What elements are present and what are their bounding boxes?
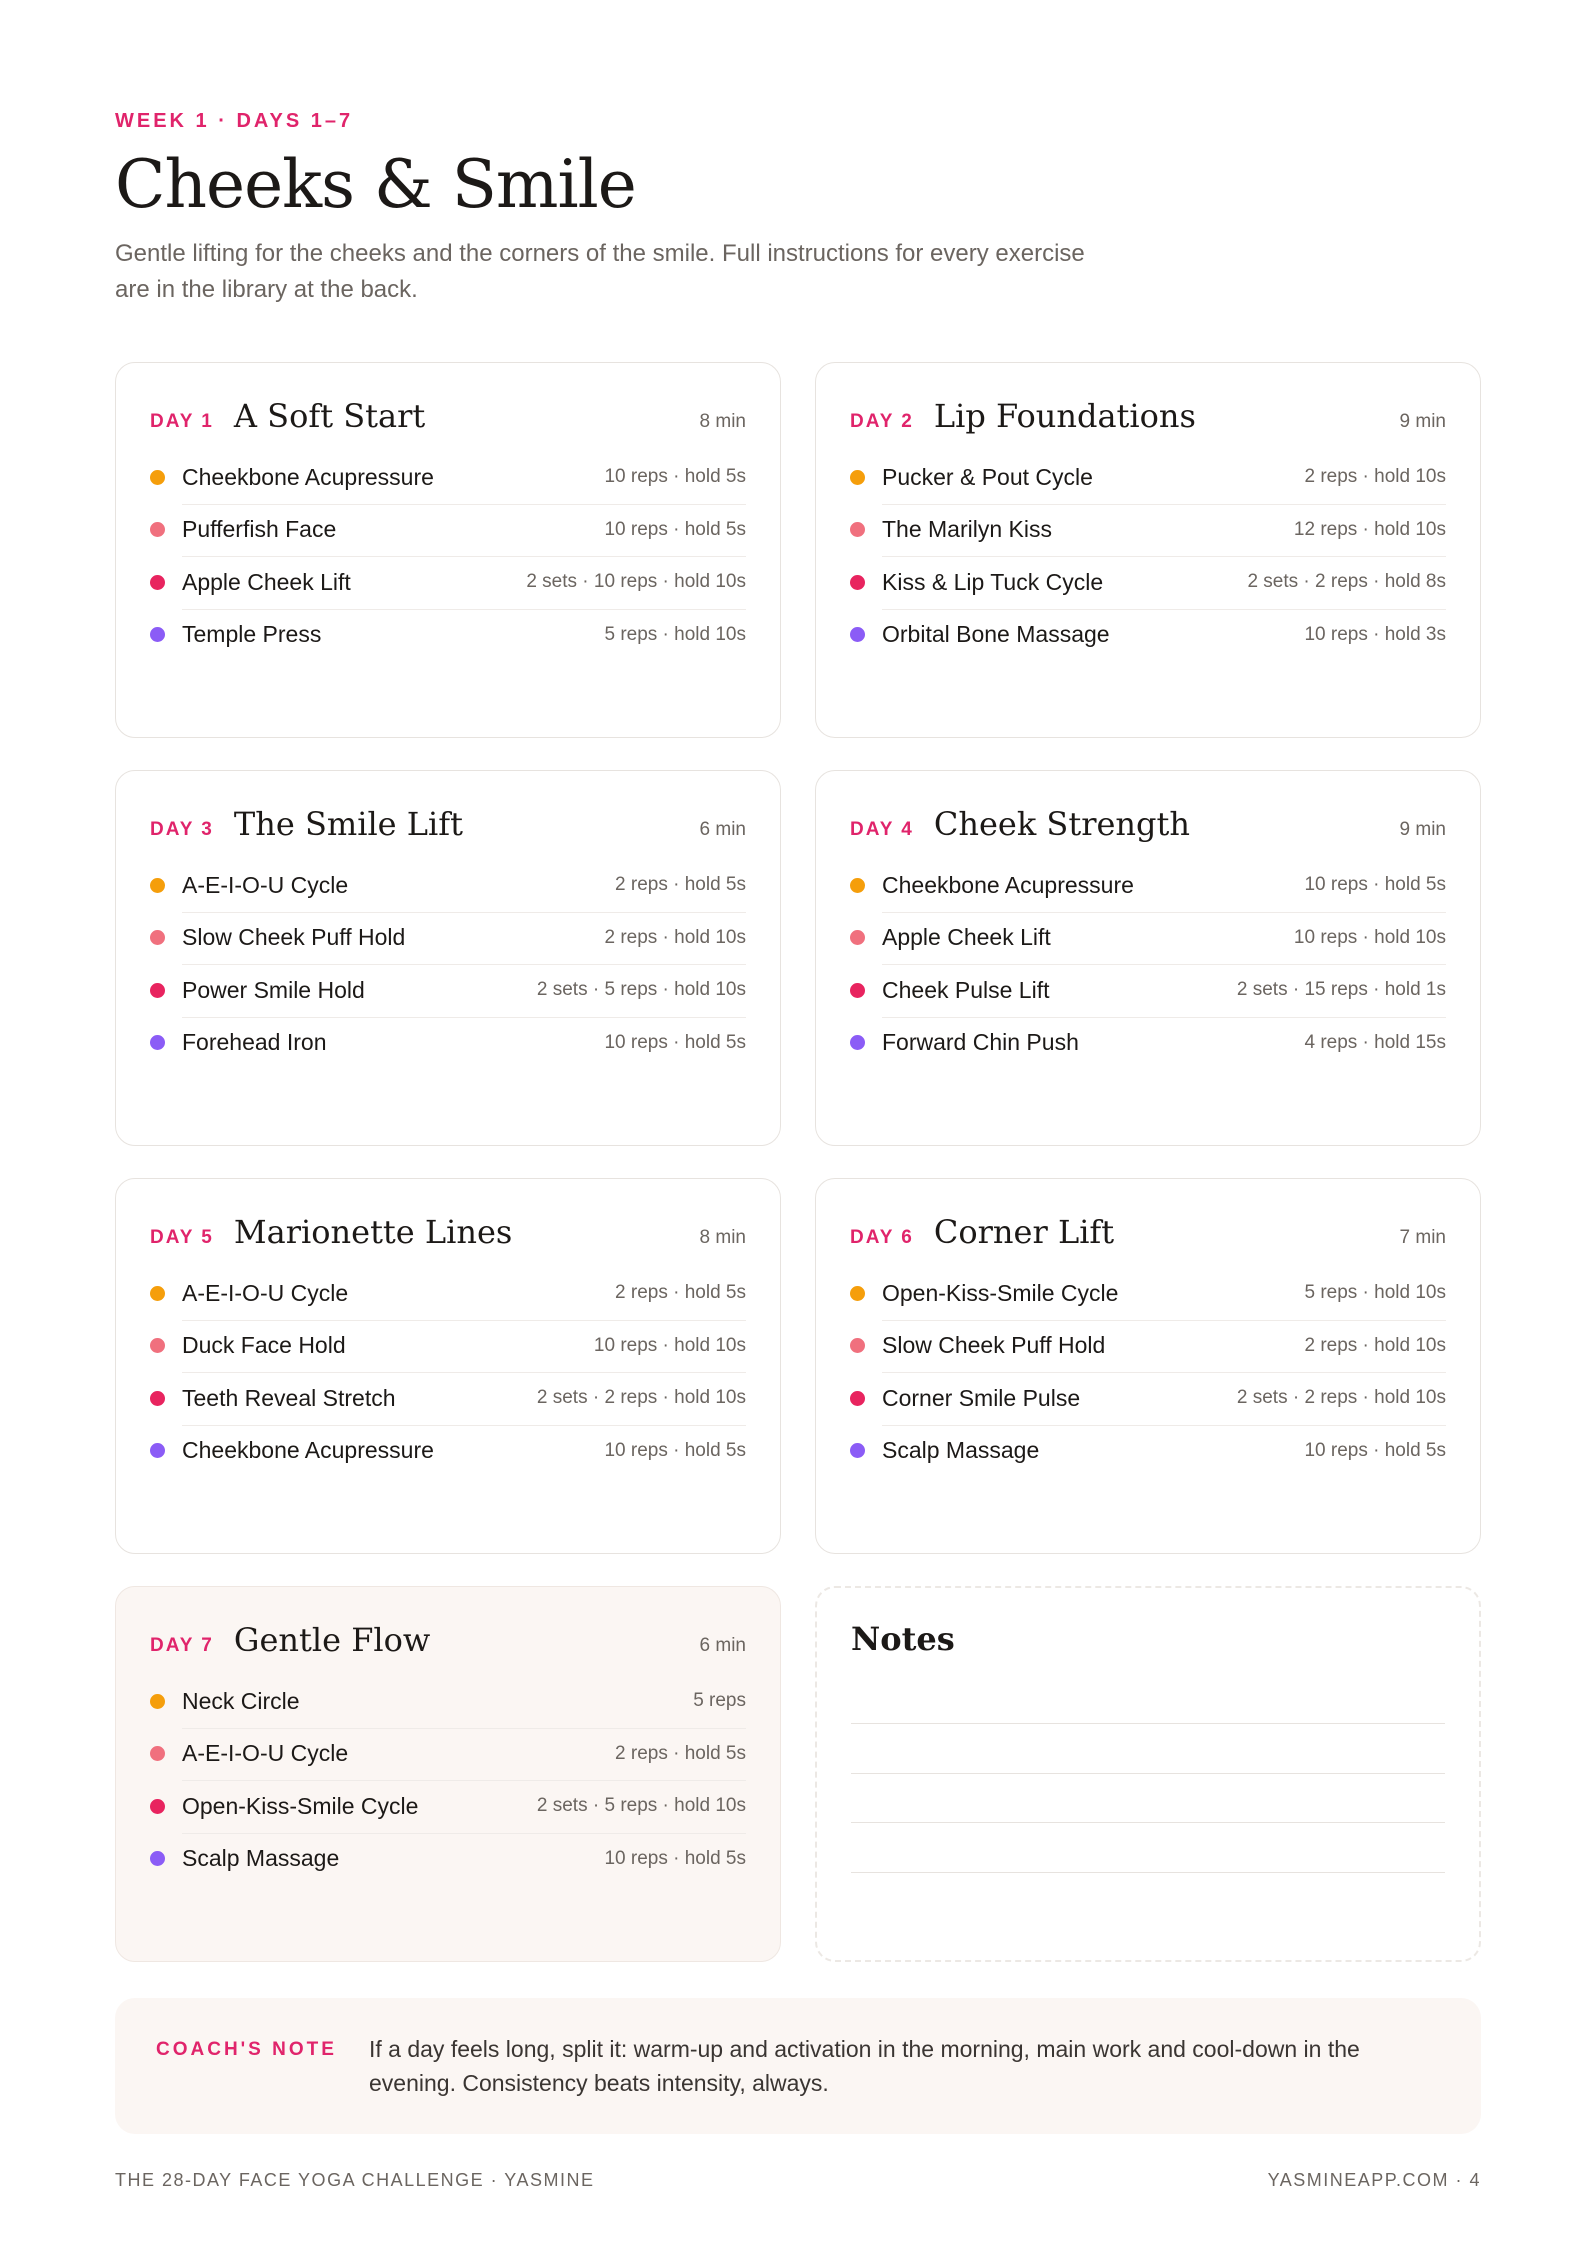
purple-dot-icon bbox=[150, 1443, 165, 1458]
day-card-6 bbox=[815, 1178, 1481, 1554]
exercise-name: Corner Smile Pulse bbox=[882, 1384, 1081, 1411]
day-label: DAY 3 bbox=[150, 819, 214, 840]
purple-dot-icon bbox=[150, 1851, 165, 1866]
day-label: DAY 6 bbox=[850, 1227, 914, 1248]
note-line[interactable] bbox=[851, 1872, 1445, 1873]
exercise-item bbox=[150, 1372, 746, 1425]
week-eyebrow: WEEK 1 · DAYS 1–7 bbox=[115, 110, 354, 132]
day-card-2 bbox=[815, 362, 1481, 738]
notes-title: Notes bbox=[851, 1620, 955, 1658]
exercise-item bbox=[150, 964, 746, 1017]
exercise-list bbox=[150, 1267, 746, 1477]
exercise-meta: 2 sets · 2 reps · hold 8s bbox=[1247, 571, 1446, 593]
exercise-list bbox=[850, 859, 1446, 1069]
coach-note bbox=[115, 1998, 1481, 2134]
exercise-name: Scalp Massage bbox=[182, 1845, 340, 1872]
exercise-meta: 10 reps · hold 5s bbox=[604, 1031, 746, 1053]
exercise-meta: 2 reps · hold 10s bbox=[604, 926, 746, 948]
pink-dot-icon bbox=[850, 575, 865, 590]
exercise-meta: 4 reps · hold 15s bbox=[1304, 1031, 1446, 1053]
exercise-item bbox=[150, 1675, 746, 1728]
day-title: Marionette Lines bbox=[233, 1213, 513, 1251]
exercise-meta: 5 reps · hold 10s bbox=[1304, 1282, 1446, 1304]
day-card-5 bbox=[115, 1178, 781, 1554]
exercise-name: Power Smile Hold bbox=[182, 976, 365, 1003]
exercise-item bbox=[850, 451, 1446, 504]
day-duration: 8 min bbox=[699, 1227, 746, 1248]
orange-dot-icon bbox=[850, 1286, 865, 1301]
day-card-header bbox=[150, 397, 746, 443]
exercise-item bbox=[850, 964, 1446, 1017]
exercise-meta: 2 sets · 5 reps · hold 10s bbox=[536, 1795, 746, 1817]
day-card-header bbox=[850, 1213, 1446, 1259]
orange-dot-icon bbox=[150, 1286, 165, 1301]
exercise-name: Kiss & Lip Tuck Cycle bbox=[882, 568, 1104, 595]
exercise-item bbox=[850, 1425, 1446, 1478]
day-card-header bbox=[150, 1213, 746, 1259]
day-card-1 bbox=[115, 362, 781, 738]
page-intro: Gentle lifting for the cheeks and the corners of the smile. Full instructions for every exercise are in the library at the back. bbox=[115, 240, 1085, 303]
orange-dot-icon bbox=[150, 878, 165, 893]
exercise-name: Cheek Pulse Lift bbox=[882, 976, 1050, 1003]
exercise-meta: 2 sets · 10 reps · hold 10s bbox=[526, 571, 746, 593]
exercise-name: Open-Kiss-Smile Cycle bbox=[182, 1792, 419, 1819]
exercise-meta: 10 reps · hold 10s bbox=[1293, 926, 1446, 948]
day-title: Cheek Strength bbox=[933, 805, 1190, 843]
exercise-item bbox=[150, 451, 746, 504]
day-duration: 9 min bbox=[1399, 819, 1446, 840]
exercise-item bbox=[150, 556, 746, 609]
exercise-name: Pucker & Pout Cycle bbox=[882, 463, 1093, 490]
exercise-name: Apple Cheek Lift bbox=[182, 568, 351, 595]
exercise-meta: 5 reps bbox=[693, 1690, 746, 1712]
exercise-item bbox=[150, 1320, 746, 1373]
day-duration: 7 min bbox=[1399, 1227, 1446, 1248]
exercise-meta: 2 reps · hold 10s bbox=[1304, 1334, 1446, 1356]
exercise-name: Cheekbone Acupressure bbox=[182, 1437, 434, 1464]
exercise-meta: 2 sets · 2 reps · hold 10s bbox=[536, 1387, 746, 1409]
exercise-name: Neck Circle bbox=[182, 1687, 300, 1714]
exercise-item bbox=[850, 556, 1446, 609]
note-line[interactable] bbox=[851, 1773, 1445, 1774]
exercise-name: Orbital Bone Massage bbox=[882, 621, 1110, 648]
exercise-meta: 2 sets · 5 reps · hold 10s bbox=[536, 979, 746, 1001]
exercise-item bbox=[150, 1267, 746, 1320]
exercise-item bbox=[150, 1017, 746, 1070]
exercise-name: Open-Kiss-Smile Cycle bbox=[882, 1279, 1119, 1306]
day-label: DAY 2 bbox=[850, 411, 914, 432]
pink-dot-icon bbox=[150, 1799, 165, 1814]
exercise-meta: 2 reps · hold 5s bbox=[615, 1742, 746, 1764]
day-label: DAY 1 bbox=[150, 411, 214, 432]
exercise-name: Cheekbone Acupressure bbox=[882, 871, 1134, 898]
exercise-name: Duck Face Hold bbox=[182, 1332, 346, 1359]
coach-note-label: COACH'S NOTE bbox=[156, 2039, 337, 2060]
footer-title: THE 28-DAY FACE YOGA CHALLENGE · YASMINE bbox=[115, 2170, 595, 2190]
exercise-list bbox=[150, 859, 746, 1069]
day-card-header bbox=[150, 1621, 746, 1667]
exercise-item bbox=[850, 912, 1446, 965]
exercise-list bbox=[850, 451, 1446, 661]
exercise-name: A-E-I-O-U Cycle bbox=[182, 871, 349, 898]
purple-dot-icon bbox=[850, 1035, 865, 1050]
exercise-list bbox=[150, 451, 746, 661]
purple-dot-icon bbox=[150, 627, 165, 642]
coral-dot-icon bbox=[150, 930, 165, 945]
exercise-list bbox=[150, 1675, 746, 1885]
day-card-header bbox=[150, 805, 746, 851]
day-card-header bbox=[850, 397, 1446, 443]
note-line[interactable] bbox=[851, 1822, 1445, 1823]
exercise-item bbox=[850, 609, 1446, 662]
exercise-list bbox=[850, 1267, 1446, 1477]
exercise-item bbox=[150, 504, 746, 557]
exercise-item bbox=[150, 859, 746, 912]
exercise-name: Teeth Reveal Stretch bbox=[182, 1384, 396, 1411]
exercise-item bbox=[150, 1728, 746, 1781]
exercise-meta: 2 reps · hold 5s bbox=[615, 1282, 746, 1304]
coach-note-text: If a day feels long, split it: warm-up and activation in the morning, main work and cool-down in the evening. Consistency beats intensity, always. bbox=[369, 2036, 1360, 2096]
note-line[interactable] bbox=[851, 1723, 1445, 1724]
exercise-meta: 2 sets · 15 reps · hold 1s bbox=[1236, 979, 1446, 1001]
exercise-name: Pufferfish Face bbox=[182, 516, 337, 543]
pink-dot-icon bbox=[150, 1391, 165, 1406]
exercise-name: Scalp Massage bbox=[882, 1437, 1040, 1464]
day-card-4 bbox=[815, 770, 1481, 1146]
exercise-meta: 10 reps · hold 5s bbox=[604, 1847, 746, 1869]
orange-dot-icon bbox=[850, 470, 865, 485]
page-title: Cheeks & Smile bbox=[115, 146, 636, 223]
coral-dot-icon bbox=[850, 522, 865, 537]
day-duration: 6 min bbox=[699, 819, 746, 840]
exercise-meta: 10 reps · hold 5s bbox=[604, 1439, 746, 1461]
exercise-meta: 10 reps · hold 5s bbox=[604, 466, 746, 488]
pink-dot-icon bbox=[850, 1391, 865, 1406]
exercise-name: Forward Chin Push bbox=[882, 1029, 1079, 1056]
exercise-item bbox=[850, 859, 1446, 912]
pink-dot-icon bbox=[150, 983, 165, 998]
day-label: DAY 7 bbox=[150, 1635, 214, 1656]
orange-dot-icon bbox=[150, 1694, 165, 1709]
exercise-item bbox=[850, 1267, 1446, 1320]
exercise-item bbox=[150, 1780, 746, 1833]
coral-dot-icon bbox=[150, 1746, 165, 1761]
exercise-item bbox=[850, 1320, 1446, 1373]
day-card-3 bbox=[115, 770, 781, 1146]
day-duration: 8 min bbox=[699, 411, 746, 432]
coral-dot-icon bbox=[850, 1338, 865, 1353]
purple-dot-icon bbox=[850, 627, 865, 642]
exercise-meta: 10 reps · hold 5s bbox=[604, 518, 746, 540]
purple-dot-icon bbox=[150, 1035, 165, 1050]
orange-dot-icon bbox=[850, 878, 865, 893]
day-title: Lip Foundations bbox=[933, 397, 1196, 435]
exercise-meta: 2 reps · hold 5s bbox=[615, 874, 746, 896]
day-card-7 bbox=[115, 1586, 781, 1962]
day-title: Gentle Flow bbox=[233, 1621, 431, 1659]
exercise-item bbox=[850, 1372, 1446, 1425]
exercise-name: Cheekbone Acupressure bbox=[182, 463, 434, 490]
exercise-item bbox=[150, 912, 746, 965]
exercise-meta: 10 reps · hold 10s bbox=[593, 1334, 746, 1356]
day-title: Corner Lift bbox=[933, 1213, 1115, 1251]
exercise-meta: 10 reps · hold 5s bbox=[1304, 1439, 1446, 1461]
exercise-name: Slow Cheek Puff Hold bbox=[182, 924, 406, 951]
exercise-item bbox=[150, 1425, 746, 1478]
pink-dot-icon bbox=[850, 983, 865, 998]
exercise-meta: 10 reps · hold 5s bbox=[1304, 874, 1446, 896]
footer-page: YASMINEAPP.COM · 4 bbox=[1267, 2170, 1481, 2190]
exercise-name: A-E-I-O-U Cycle bbox=[182, 1740, 349, 1767]
day-title: The Smile Lift bbox=[233, 805, 463, 843]
exercise-name: The Marilyn Kiss bbox=[882, 516, 1052, 543]
exercise-item bbox=[150, 609, 746, 662]
exercise-item bbox=[850, 1017, 1446, 1070]
orange-dot-icon bbox=[150, 470, 165, 485]
day-title: A Soft Start bbox=[233, 397, 426, 435]
exercise-meta: 12 reps · hold 10s bbox=[1293, 518, 1446, 540]
exercise-name: Forehead Iron bbox=[182, 1029, 327, 1056]
exercise-meta: 2 sets · 2 reps · hold 10s bbox=[1236, 1387, 1446, 1409]
exercise-item bbox=[150, 1833, 746, 1886]
exercise-meta: 10 reps · hold 3s bbox=[1304, 623, 1446, 645]
exercise-name: Slow Cheek Puff Hold bbox=[882, 1332, 1106, 1359]
pink-dot-icon bbox=[150, 575, 165, 590]
exercise-meta: 5 reps · hold 10s bbox=[604, 623, 746, 645]
exercise-name: Temple Press bbox=[182, 621, 322, 648]
exercise-item bbox=[850, 504, 1446, 557]
coral-dot-icon bbox=[150, 1338, 165, 1353]
notes-panel bbox=[815, 1586, 1481, 1962]
coral-dot-icon bbox=[850, 930, 865, 945]
page bbox=[115, 0, 1481, 2248]
exercise-name: Apple Cheek Lift bbox=[882, 924, 1051, 951]
exercise-meta: 2 reps · hold 10s bbox=[1304, 466, 1446, 488]
coral-dot-icon bbox=[150, 522, 165, 537]
purple-dot-icon bbox=[850, 1443, 865, 1458]
day-card-header bbox=[850, 805, 1446, 851]
day-duration: 9 min bbox=[1399, 411, 1446, 432]
day-label: DAY 5 bbox=[150, 1227, 214, 1248]
exercise-name: A-E-I-O-U Cycle bbox=[182, 1279, 349, 1306]
day-label: DAY 4 bbox=[850, 819, 914, 840]
day-duration: 6 min bbox=[699, 1635, 746, 1656]
